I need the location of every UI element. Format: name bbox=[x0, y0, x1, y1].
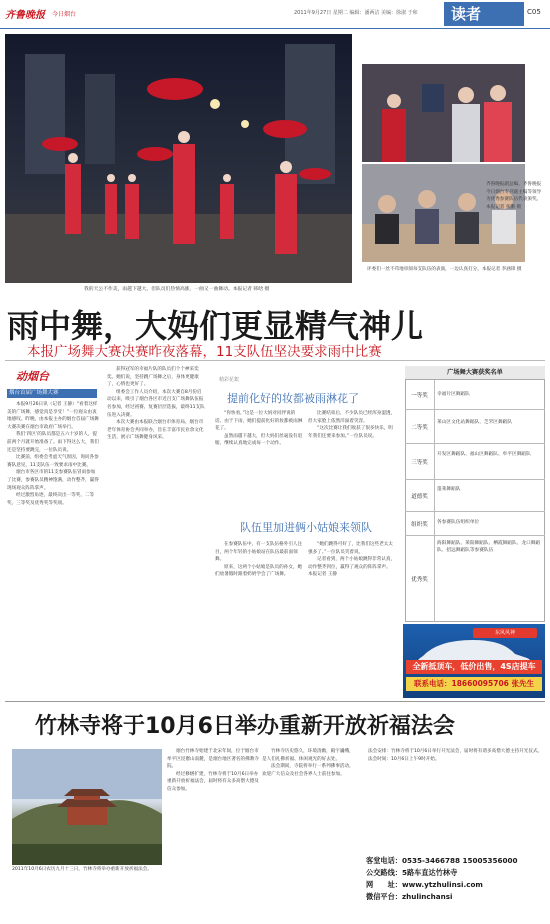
temple-photo bbox=[12, 749, 162, 865]
award-winners: 莱山区文化站舞蹈队、芝罘区舞蹈队 bbox=[437, 420, 513, 425]
contact-label: 客堂电话： bbox=[366, 856, 402, 865]
temple-photo-caption: 2011年10月6日农历九月十三日，竹林寺将举办重新开放祈福法会。 bbox=[12, 867, 152, 872]
contact-wechat bbox=[366, 891, 546, 903]
column-logo: 动烟台 bbox=[16, 370, 49, 383]
article-column-1 bbox=[7, 401, 99, 507]
dateline: 2011年9月27日 星期二 编辑：潘两洁 美编：徐淑 于和 bbox=[294, 10, 418, 16]
ad-phone: 联系电话：18660095706 张先生 bbox=[406, 677, 542, 691]
award-label: 一等奖 bbox=[405, 380, 435, 409]
table-row bbox=[405, 536, 545, 622]
table-row bbox=[405, 410, 545, 444]
contact-bus bbox=[366, 867, 546, 879]
award-winners: 蓬莱舞蹈队 bbox=[437, 487, 461, 492]
judges-photo bbox=[362, 164, 525, 262]
sidebar-story-column-b bbox=[308, 541, 396, 579]
dance-performance-photo bbox=[5, 34, 352, 283]
paragraph: 获得冠军的幸福片队的队员们个个神采奕奕。她们说，坚持跳广场舞之后，身体更健康了，心情也更好了。 bbox=[107, 367, 199, 388]
judges-photo-caption: 评委们一丝不苟地审阅每支队伍的表演，一边认真打分。本报记者 李涵锋 摄 bbox=[367, 267, 522, 272]
paragraph: 比赛结束后，不少队员已经浑身湿透，但大家脸上依然洋溢着笑容。 bbox=[308, 411, 396, 424]
paragraph: 法会安排：竹林寺将于10月6日举行开光法会，届时将有诸多高僧大德主持开光仪式。 bbox=[368, 749, 543, 754]
headline: 雨中舞，大妈们更显精气神儿 bbox=[7, 307, 424, 345]
website-link[interactable]: www.ytzhulinsi.com bbox=[401, 880, 483, 889]
table-row bbox=[405, 380, 545, 410]
paragraph: 经过修缮扩建，竹林寺将于10月6日举办重新开放祈福法会，届时将有众多高僧大德及信众参加。 bbox=[167, 771, 259, 792]
table-row bbox=[405, 480, 545, 512]
article-column-2 bbox=[107, 366, 205, 442]
main-photo-caption: 我的天公不作美，雨越下越大，但队员们热情高涨，一曲又一曲舞动。本报记者 韩晗 摄 bbox=[84, 287, 270, 292]
page-number: C05 bbox=[527, 8, 541, 16]
paragraph: 我们‘四区’的队员都是五六十岁的人，提前两个月就开始准备了。雨下得这么大，我们还是坚持要跳完，一位队员说。 bbox=[7, 432, 99, 453]
award-label: 组织奖 bbox=[405, 512, 435, 535]
paragraph: 法会期间，寺院将举行一系列佛事活动，欢迎广大信众及社会各界人士前往参加。 bbox=[262, 764, 354, 777]
contact-label: 公交路线： bbox=[366, 868, 402, 877]
header-divider bbox=[0, 28, 550, 29]
temple-contact-block bbox=[366, 855, 546, 903]
paragraph: “这次比赛让我们收获了很多快乐，明年我们还要来参加。”一位队员说。 bbox=[308, 426, 393, 439]
contact-label: 网 址： bbox=[366, 880, 402, 889]
results-table-title: 广场舞大赛获奖名单 bbox=[405, 366, 545, 380]
bus-route: 5路车直达竹林寺 bbox=[401, 868, 458, 877]
award-label: 优秀奖 bbox=[405, 536, 435, 622]
readers-label: 读者 bbox=[451, 5, 482, 23]
paragraph: 在参赛队伍中，有一支队伍格外引人注目，两个年轻的小姑娘站在队伍最前面领舞。 bbox=[215, 542, 303, 563]
award-label: 二等奖 bbox=[405, 410, 435, 443]
paragraph: 组委会工作人员介绍，本次大赛自8月份启动以来，吸引了烟台各区市近百支广场舞队伍报名参加，经过初赛、复赛层层选拔，最终11支队伍进入决赛。 bbox=[107, 389, 205, 418]
paragraph: 烟台竹林寺始建于北宋年间，位于烟台市牟平区昆嵛山南麓，是烟台地区著名的佛教寺院。 bbox=[167, 749, 259, 770]
paragraph: “她们跳得可好了，比我们这些老太太强多了。”一位队员笑着说。 bbox=[308, 542, 393, 555]
paragraph: 记者看到，两个小姑娘跳得非常认真，动作整齐到位，赢得了观众的阵阵掌声。 本报记者 王静 bbox=[308, 557, 396, 578]
ad-brand-tag: 东风风神 bbox=[473, 628, 537, 638]
feature-tag: 精彩花絮 bbox=[219, 377, 240, 383]
contact-label: 微信平台： bbox=[366, 892, 402, 901]
judges-illustration bbox=[362, 164, 525, 262]
table-row bbox=[405, 444, 545, 480]
award-winners: 开发区舞蹈队、福山区舞蹈队、牟平区舞蹈队 bbox=[437, 452, 531, 457]
temple-column-a bbox=[167, 748, 259, 794]
contact-phone bbox=[366, 855, 546, 867]
event-tag: 烟台首届广场舞大赛 bbox=[7, 389, 97, 398]
feature-column-b bbox=[308, 410, 396, 440]
temple-headline: 竹林寺将于10月6日举办重新开放祈福法会 bbox=[35, 714, 455, 739]
paragraph: 本报9月26日讯（记者 王静）“看着这样美的广场舞，感觉真是享受！”一位观众由衷地感叹。昨晚，由本报主办的烟台首届广场舞大赛决赛在烟台市政府广场举行。 bbox=[7, 402, 99, 430]
award-label: 三等奖 bbox=[405, 444, 435, 479]
award-winners: 幸福片区舞蹈队 bbox=[437, 392, 470, 397]
contact-website bbox=[366, 879, 546, 891]
award-illustration bbox=[362, 64, 525, 162]
temple-column-c bbox=[359, 748, 545, 763]
paragraph: 法会时间：10月6日上午9时开始。 bbox=[368, 756, 440, 762]
sidebar-story-title: 队伍里加进俩小姑娘来领队 bbox=[240, 521, 372, 534]
wechat-id[interactable]: zhulinchansi bbox=[401, 892, 453, 901]
paragraph: 虽然雨越下越大，但大妈们丝毫没有退缩，继续认真地完成每一个动作。 bbox=[215, 433, 303, 447]
paragraph: 本次大赛由本报联合烟台市体育局、烟台市老年体育协会共同举办，旨在丰富市民业余文化生活，展示广场舞健身风采。 bbox=[107, 420, 204, 441]
award-ceremony-photo bbox=[362, 64, 525, 162]
award-photo-caption: 齐鲁晚报副总编、齐鲁晚报今日烟台专刊副主编等领导为优秀参赛队伍代表颁奖。本报记者 张鹏 摄 bbox=[486, 182, 542, 210]
paragraph: “你快看，”这是一位大妈对同伴说的话。由于下雨，她们提前化好的妆都被雨淋花了。 bbox=[215, 411, 303, 432]
phone-numbers[interactable]: 0535-3466788 15005356000 bbox=[401, 856, 518, 865]
paragraph: 烟台市各区市的11支参赛队伍冒雨参加了比赛，参赛队员精神饱满，动作整齐，赢得现场观众阵阵掌声。 bbox=[7, 470, 99, 491]
award-winners: 海阳舞蹈队、莱阳舞蹈队、栖霞舞蹈队、龙口舞蹈队、招远舞蹈队等参赛队伍 bbox=[437, 541, 541, 554]
award-winners: 各参赛队伍组织单位 bbox=[437, 520, 480, 525]
title-divider bbox=[5, 360, 545, 361]
paragraph: 经过激烈角逐，最终决出一等奖、二等奖、三等奖及优秀奖等奖项。 bbox=[7, 493, 95, 506]
section-label: 今日烟台 bbox=[52, 11, 77, 18]
feature-title: 提前化好的妆都被雨淋花了 bbox=[227, 392, 359, 405]
paragraph: 竹林寺历史悠久，环境清幽，殿宇巍峨，是人们礼佛祈福、休闲观光的好去处。 bbox=[262, 749, 354, 762]
newspaper-logo: 齐鲁晚报 bbox=[5, 10, 45, 21]
dancers-illustration bbox=[5, 34, 352, 283]
award-label: 道德奖 bbox=[405, 480, 435, 511]
subheadline: 本报广场舞大赛决赛昨夜落幕，11支队伍坚决要求雨中比赛 bbox=[27, 344, 382, 360]
paragraph: 比赛前，组委会考虑天气原因，询问各参赛队意见，11支队伍一致要求雨中比赛。 bbox=[7, 455, 99, 468]
feature-column-a bbox=[215, 410, 303, 448]
sidebar-story-column-a bbox=[215, 541, 303, 579]
temple-illustration bbox=[12, 749, 162, 865]
table-row bbox=[405, 512, 545, 536]
temple-column-b bbox=[262, 748, 354, 778]
section-divider bbox=[5, 701, 545, 702]
ad-slogan: 全新抵顶车，低价出售，4S店提车 bbox=[406, 660, 542, 674]
paragraph: 原来，这两个小姑娘是队员的孙女，她们放暑假时跟着奶奶学会了广场舞。 bbox=[215, 564, 303, 578]
